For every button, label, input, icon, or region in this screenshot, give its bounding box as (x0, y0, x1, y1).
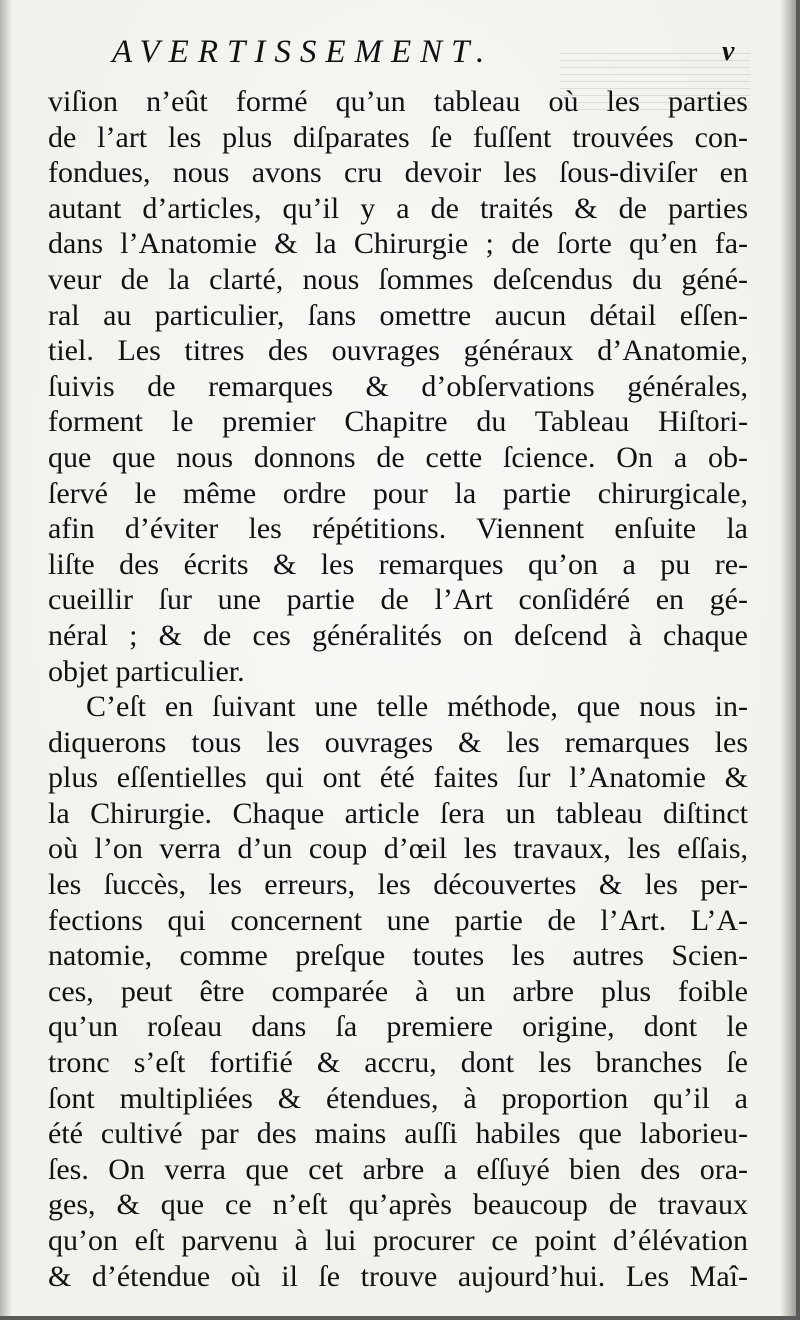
text-line: veur de la clarté, nous ſommes deſcendus du géné- (48, 262, 748, 296)
running-title: AVERTISSEMENT. (112, 34, 494, 70)
body-text (48, 84, 748, 1294)
text-line: ſuivis de remarques & d’obſervations générales, (48, 369, 748, 403)
text-line: néral ; & de ces généralités on deſcend à chaque (48, 618, 748, 652)
text-line: été cultivé par des mains auſſi habiles que laborieu- (48, 1117, 748, 1151)
paragraph-end-line: objet particulier. (48, 654, 245, 688)
text-line: les ſuccès, les erreurs, les découvertes & les per- (48, 868, 748, 902)
text-line: viſion n’eût formé qu’un tableau où les parties (48, 85, 748, 118)
text-line: plus eſſentielles qui ont été faites ſur l’Anatomie & (48, 761, 748, 795)
text-line: autant d’articles, qu’il y a de traités & de parties (48, 191, 748, 225)
page-header (0, 30, 796, 90)
text-line: que que nous donnons de cette ſcience. On a ob- (48, 440, 748, 474)
text-line: ges, & que ce n’eſt qu’après beaucoup de travaux (48, 1188, 748, 1222)
text-line: où l’on verra d’un coup d’œil les travaux, les eſſais, (48, 832, 748, 866)
text-line: cueillir ſur une partie de l’Art conſidéré en gé- (48, 583, 748, 617)
text-line: ces, peut être comparée à un arbre plus foible (48, 974, 748, 1008)
text-line: forment le premier Chapitre du Tableau Hiſtori- (48, 405, 748, 439)
text-line: natomie, comme preſque toutes les autres Scien- (48, 939, 748, 973)
text-line: de l’art les plus diſparates ſe fuſſent trouvées con- (48, 120, 748, 154)
text-line: fondues, nous avons cru devoir les ſous-diviſer en (48, 156, 748, 190)
text-line: la Chirurgie. Chaque article ſera un tableau diſtinct (48, 796, 748, 830)
page-number: v (722, 36, 735, 67)
text-line: liſte des écrits & les remarques qu’on a pu re- (48, 547, 748, 581)
text-line: fections qui concernent une partie de l’Art. L’A- (48, 903, 748, 937)
paragraph-start-line: C’eſt en ſuivant une telle méthode, que nous in- (86, 690, 748, 724)
text-line: qu’un roſeau dans ſa premiere origine, dont le (48, 1010, 748, 1044)
text-line: dans l’Anatomie & la Chirurgie ; de ſorte qu’en fa- (48, 227, 748, 261)
text-line: diquerons tous les ouvrages & les remarques les (48, 725, 748, 759)
text-line: tiel. Les titres des ouvrages généraux d’Anatomie, (48, 334, 748, 368)
text-line: & d’étendue où il ſe trouve aujourd’hui. Les Maî- (48, 1259, 748, 1293)
text-line: afin d’éviter les répétitions. Viennent enſuite la (48, 512, 748, 546)
text-line: qu’on eſt parvenu à lui procurer ce point d’élévation (48, 1224, 748, 1257)
text-line: tronc s’eſt fortifié & accru, dont les branches ſe (48, 1046, 748, 1080)
text-line: ſes. On verra que cet arbre a eſſuyé bien des ora- (48, 1152, 748, 1186)
text-line: ſont multipliées & étendues, à proportion qu’il a (48, 1081, 748, 1115)
text-line: ſervé le même ordre pour la partie chirurgicale, (48, 476, 748, 510)
text-line: ral au particulier, ſans omettre aucun détail eſſen- (48, 298, 748, 332)
